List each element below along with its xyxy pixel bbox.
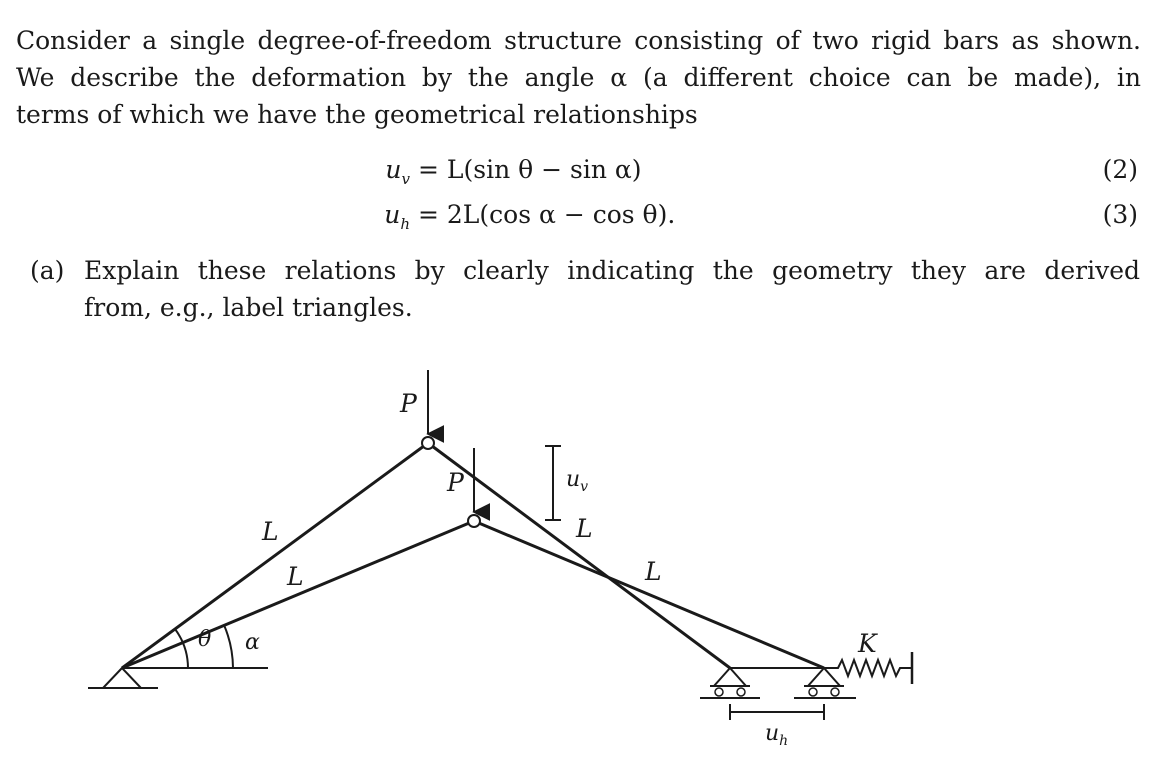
question-a-line-1: Explain these relations by clearly indicating the geometry they are derived: [84, 256, 1140, 285]
angle-alpha-label: α: [245, 630, 260, 655]
bar-left-upper: [122, 443, 428, 668]
bar-left-lower: [122, 521, 474, 668]
bar-left-upper-label: L: [262, 517, 279, 546]
spring-label: K: [858, 629, 877, 658]
vertical-displacement-dimension: [545, 446, 561, 520]
horizontal-displacement-label: $u_h$: [765, 721, 789, 749]
question-a-line-2: from, e.g., label triangles.: [84, 293, 413, 322]
vertical-displacement-label: $u_v$: [566, 467, 589, 495]
question-a-label: (a): [30, 256, 65, 285]
hinge-lower: [468, 515, 480, 527]
angle-alpha-arc: [224, 625, 233, 668]
spring: [824, 660, 912, 676]
left-pin-support: [88, 668, 158, 688]
equation-3-number: (3): [1102, 200, 1138, 229]
statement-line-3: terms of which we have the geometrical relationships: [16, 100, 698, 129]
equation-2-lhs: $u_v$: [385, 155, 410, 188]
bar-left-lower-label: L: [287, 562, 304, 591]
bar-right-upper-label: L: [576, 514, 593, 543]
bar-right-lower: [474, 521, 824, 668]
bar-right-lower-label: L: [645, 557, 662, 586]
statement-line-1: Consider a single degree-of-freedom structure consisting of two rigid bars as shown.: [16, 26, 1141, 55]
roller-support-left: [700, 668, 760, 698]
horizontal-displacement-dimension: [730, 704, 824, 720]
equation-3-lhs: $u_h$: [384, 200, 410, 233]
equation-2-number: (2): [1102, 155, 1138, 184]
hinge-upper: [422, 437, 434, 449]
angle-theta-label: θ: [198, 627, 212, 652]
load-label-lower: P: [447, 468, 464, 497]
angle-theta-arc: [175, 629, 188, 668]
equation-3-rhs: = 2L(cos α − cos θ).: [418, 200, 676, 229]
statement-line-2: We describe the deformation by the angle α (a different choice can be made), in: [16, 63, 1141, 92]
load-label-upper: P: [400, 389, 417, 418]
equation-2-rhs: = L(sin θ − sin α): [418, 155, 642, 184]
